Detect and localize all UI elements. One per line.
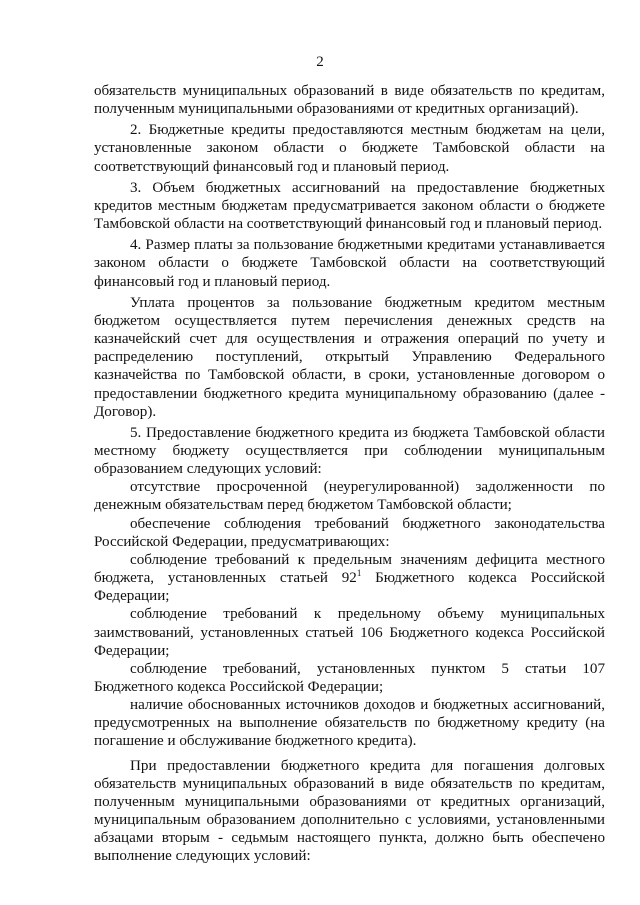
condition-deficit [94, 551, 605, 605]
paragraph-item-3: 3. Объем бюджетных ассигнований на предоставление бюджетных кредитов местным бюджетам предусматривается законом области о бюджете Тамбовской области на соответствующий финансовый год и плановый период. [94, 179, 605, 233]
condition-revenue-sources: наличие обоснованных источников доходов и бюджетных ассигнований, предусмотренных на выполнение обязательств по бюджетному кредиту (на погашение и обслуживание бюджетного кредита). [94, 697, 605, 750]
paragraph-additional-conditions: При предоставлении бюджетного кредита для погашения долговых обязательств муниципальных образований в виде обязательств по кредитам, полученным муниципальными образованиями от кредитных организаций, муниципальным образованием дополнительно с условиями, установленными абзацами вторым - седьмым настоящего пункта, должно быть обеспечено выполнение следующих условий: [94, 757, 605, 865]
paragraph-item-5: 5. Предоставление бюджетного кредита из бюджета Тамбовской области местному бюджету осуществляется при соблюдении муниципальным образованием следующих условий: [94, 424, 605, 478]
condition-article-107: соблюдение требований, установленных пунктом 5 статьи 107 Бюджетного кодекса Российской Федерации; [94, 660, 605, 695]
condition-deficit-text-before: соблюдение требований к предельным значениям дефицита местного бюджета, установленных статьей 92 [94, 551, 605, 587]
condition-deficit-text-after: Бюджетного кодекса Российской Федерации; [94, 570, 605, 605]
condition-no-debt: отсутствие просроченной (неурегулированной) задолженности по денежным обязательствам перед бюджетом Тамбовской области; [94, 479, 605, 514]
paragraph-item-4: 4. Размер платы за пользование бюджетными кредитами устанавливается законом области о бюджете Тамбовской области на соответствующий финансовый год и плановый период. [94, 237, 605, 290]
paragraph-item-2: 2. Бюджетные кредиты предоставляются местным бюджетам на цели, установленные законом области о бюджете Тамбовской области на соответствующий финансовый год и плановый период. [94, 122, 605, 175]
article-superscript: 1 [356, 568, 362, 579]
paragraph-continuation: обязательств муниципальных образований в виде обязательств по кредитам, полученным муниципальными образованиями от кредитных организаций). [94, 83, 605, 118]
paragraph-interest-payment: Уплата процентов за пользование бюджетным кредитом местным бюджетом осуществляется путем перечисления денежных средств на казначейский счет для осуществления и отражения операций по учету и распределению поступлений, открытый Управлению Федерального казначейства по Тамбовской области, в сроки, установленные договором о предоставлении бюджетного кредита муниципальному образованию (далее - Договор). [94, 294, 605, 420]
page-number: 2 [316, 54, 324, 70]
condition-borrowing-limit: соблюдение требований к предельному объему муниципальных заимствований, установленных статьей 106 Бюджетного кодекса Российской Федерации; [94, 606, 605, 659]
condition-legislation: обеспечение соблюдения требований бюджетного законодательства Российской Федерации, предусматривающих: [94, 515, 605, 550]
document-body [94, 82, 605, 866]
